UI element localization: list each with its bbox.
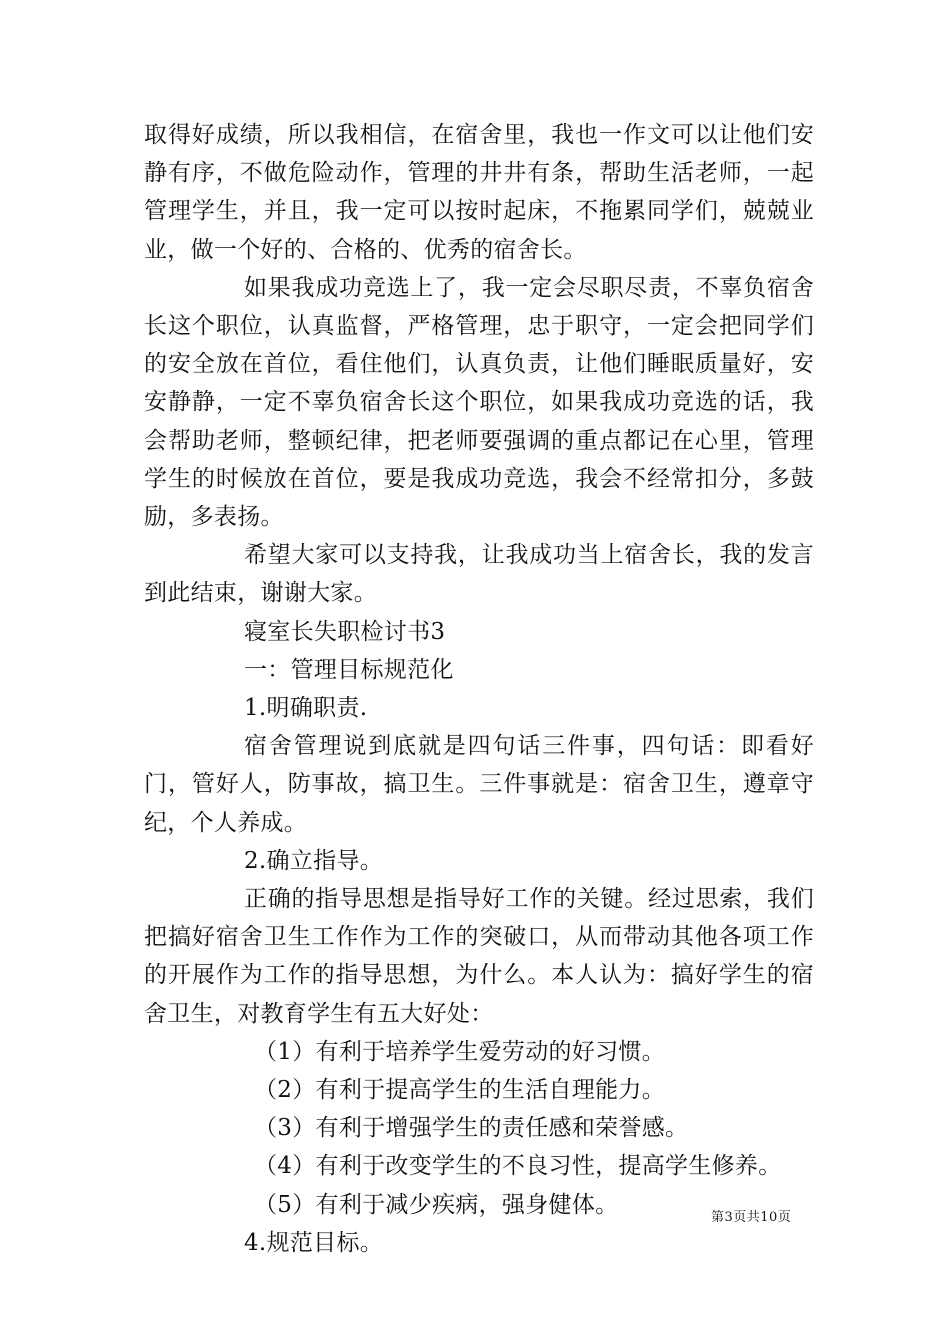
subheading-4: 4.规范目标。: [244, 1229, 384, 1256]
paragraph-duties: 宿舍管理说到底就是四句话三件事，四句话：即看好门，管好人，防事故，搞卫生。三件事就是：宿舍卫生，遵章守纪，个人养成。: [144, 733, 814, 836]
list-item: （4）有利于改变学生的不良习性，提高学生修养。: [254, 1153, 782, 1180]
paragraph-guidance: 正确的指导思想是指导好工作的关键。经过思索，我们把搞好宿舍卫生工作作为工作的突破口，从而带动其他各项工作的开展作为工作的指导思想，为什么。本人认为：搞好学生的宿舍卫生，对教育学生有五大好处：: [144, 886, 814, 1027]
list-item: （1）有利于培养学生爱劳动的好习惯。: [254, 1038, 666, 1065]
list-item: （2）有利于提高学生的生活自理能力。: [254, 1077, 666, 1104]
list-item: （3）有利于增强学生的责任感和荣誉感。: [254, 1115, 689, 1142]
subheading-1: 1.明确职责.: [244, 695, 368, 722]
section-heading: 一：管理目标规范化: [244, 656, 454, 683]
paragraph-closing: 希望大家可以支持我，让我成功当上宿舍长，我的发言到此结束，谢谢大家。: [144, 542, 814, 607]
document-body: [144, 116, 814, 1262]
paragraph-continuation: 取得好成绩，所以我相信，在宿舍里，我也一作文可以让他们安静有序，不做危险动作，管理的井井有条，帮助生活老师，一起管理学生，并且，我一定可以按时起床，不拖累同学们，兢兢业业，做一个好的、合格的、优秀的宿舍长。: [144, 122, 814, 263]
paragraph-campaign-promise: 如果我成功竞选上了，我一定会尽职尽责，不辜负宿舍长这个职位，认真监督，严格管理，忠于职守，一定会把同学们的安全放在首位，看住他们，认真负责，让他们睡眠质量好，安安静静，一定不辜负宿舍长这个职位，如果我成功竞选的话，我会帮助老师，整顿纪律，把老师要强调的重点都记在心里，管理学生的时候放在首位，要是我成功竞选，我会不经常扣分，多鼓励，多表扬。: [144, 274, 814, 531]
page-number: 第3页共10页: [711, 1210, 792, 1225]
list-item: （5）有利于减少疾病，强身健体。: [254, 1191, 619, 1218]
subheading-2: 2.确立指导。: [244, 847, 384, 874]
section-title: 寝室长失职检讨书3: [244, 618, 446, 645]
